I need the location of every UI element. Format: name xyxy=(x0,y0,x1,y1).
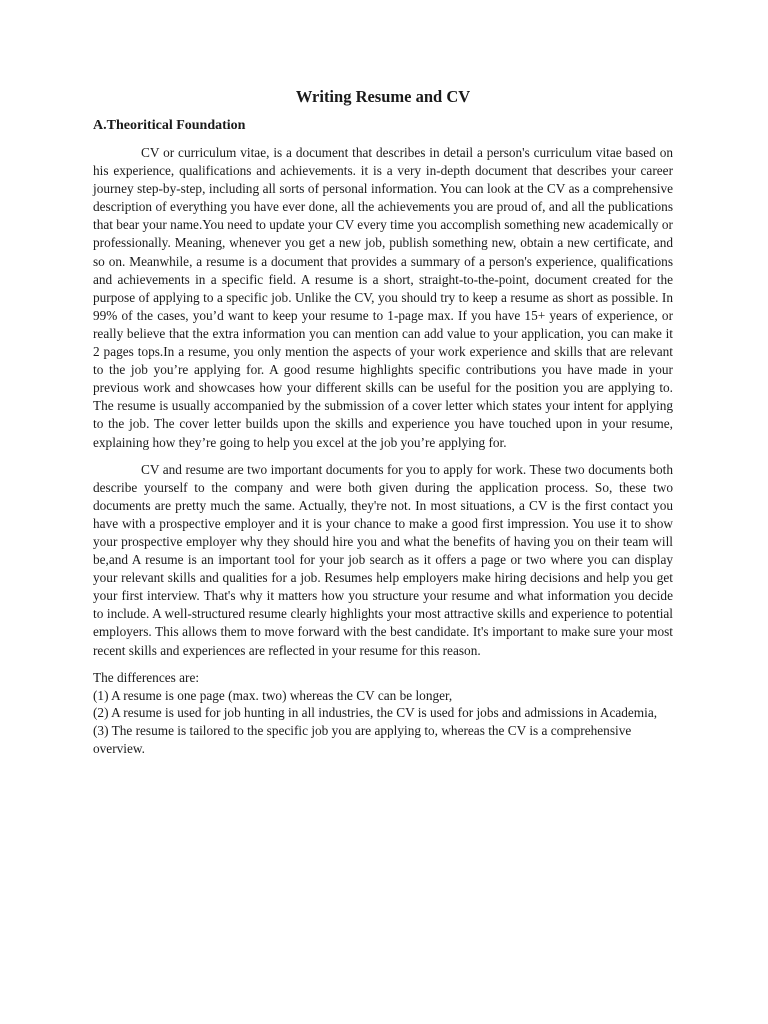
list-item: (1) A resume is one page (max. two) whereas the CV can be longer, xyxy=(93,687,453,703)
differences-intro: The differences are: xyxy=(93,669,200,685)
paragraph-cv-resume-importance: CV and resume are two important documents for you to apply for work. These two documents both describe yourself to the company and were both given during the application process. So, these two documents are pretty much the same. Actually, they're not. In most situations, a CV is the first contact you have with a prospective employer and it is your chance to make a good first impression. You use it to show your prospective employer why they should hire you and what the benefits of having you on their team will be,and A resume is an important tool for your job search as it offers a page or two where you can display your relevant skills and qualities for a job. Resumes help employers make hiring decisions and help you get your first interview. That's why it matters how you structure your resume and what information you decide to include. A well-structured resume clearly highlights your most attractive skills and experience to potential employers. This allows them to move forward with the best candidate. It's important to make sure your most recent skills and experiences are reflected in your resume for this reason. xyxy=(93,461,673,658)
document-title: Writing Resume and CV xyxy=(295,87,471,106)
list-item: (3) The resume is tailored to the specific job you are applying to, whereas the CV is a comprehensive overview. xyxy=(93,722,632,756)
section-heading: A.Theoritical Foundation xyxy=(93,118,246,133)
differences-list xyxy=(93,687,673,757)
paragraph-cv-definition: CV or curriculum vitae, is a document that describes in detail a person's curriculum vitae based on his experience, qualifications and achievements. it is a very in-depth document that describes your career journey step-by-step, including all sorts of personal information. You can look at the CV as a comprehensive description of everything you have ever done, all the achievements you are proud of, and all the publications that bear your name.You need to update your CV every time you accomplish something new academically or professionally. Meaning, whenever you get a new job, publish something new, obtain a new certificate, and so on. Meanwhile, a resume is a document that provides a summary of a person's experience, qualifications and achievements in a specific field. A resume is a short, straight-to-the-point, document created for the purpose of applying to a specific job. Unlike the CV, you should try to keep a resume as short as possible. In 99% of the cases, you’d want to keep your resume to 1-page max. If you have 15+ years of experience, or really believe that the extra information you can mention can add value to your application, you can make it 2 pages tops.In a resume, you only mention the aspects of your work experience and skills that are relevant to the job you’re applying for. A good resume highlights specific contributions you have made in your previous work and showcases how your different skills can be useful for the position you are applying to. The resume is usually accompanied by the submission of a cover letter which states your intent for applying to the job. The cover letter builds upon the skills and experience you have touched upon in your resume, explaining how they’re going to help you excel at the job you’re applying for. xyxy=(93,145,673,450)
document-page xyxy=(93,86,673,757)
list-item: (2) A resume is used for job hunting in all industries, the CV is used for jobs and admissions in Academia, xyxy=(93,705,658,721)
